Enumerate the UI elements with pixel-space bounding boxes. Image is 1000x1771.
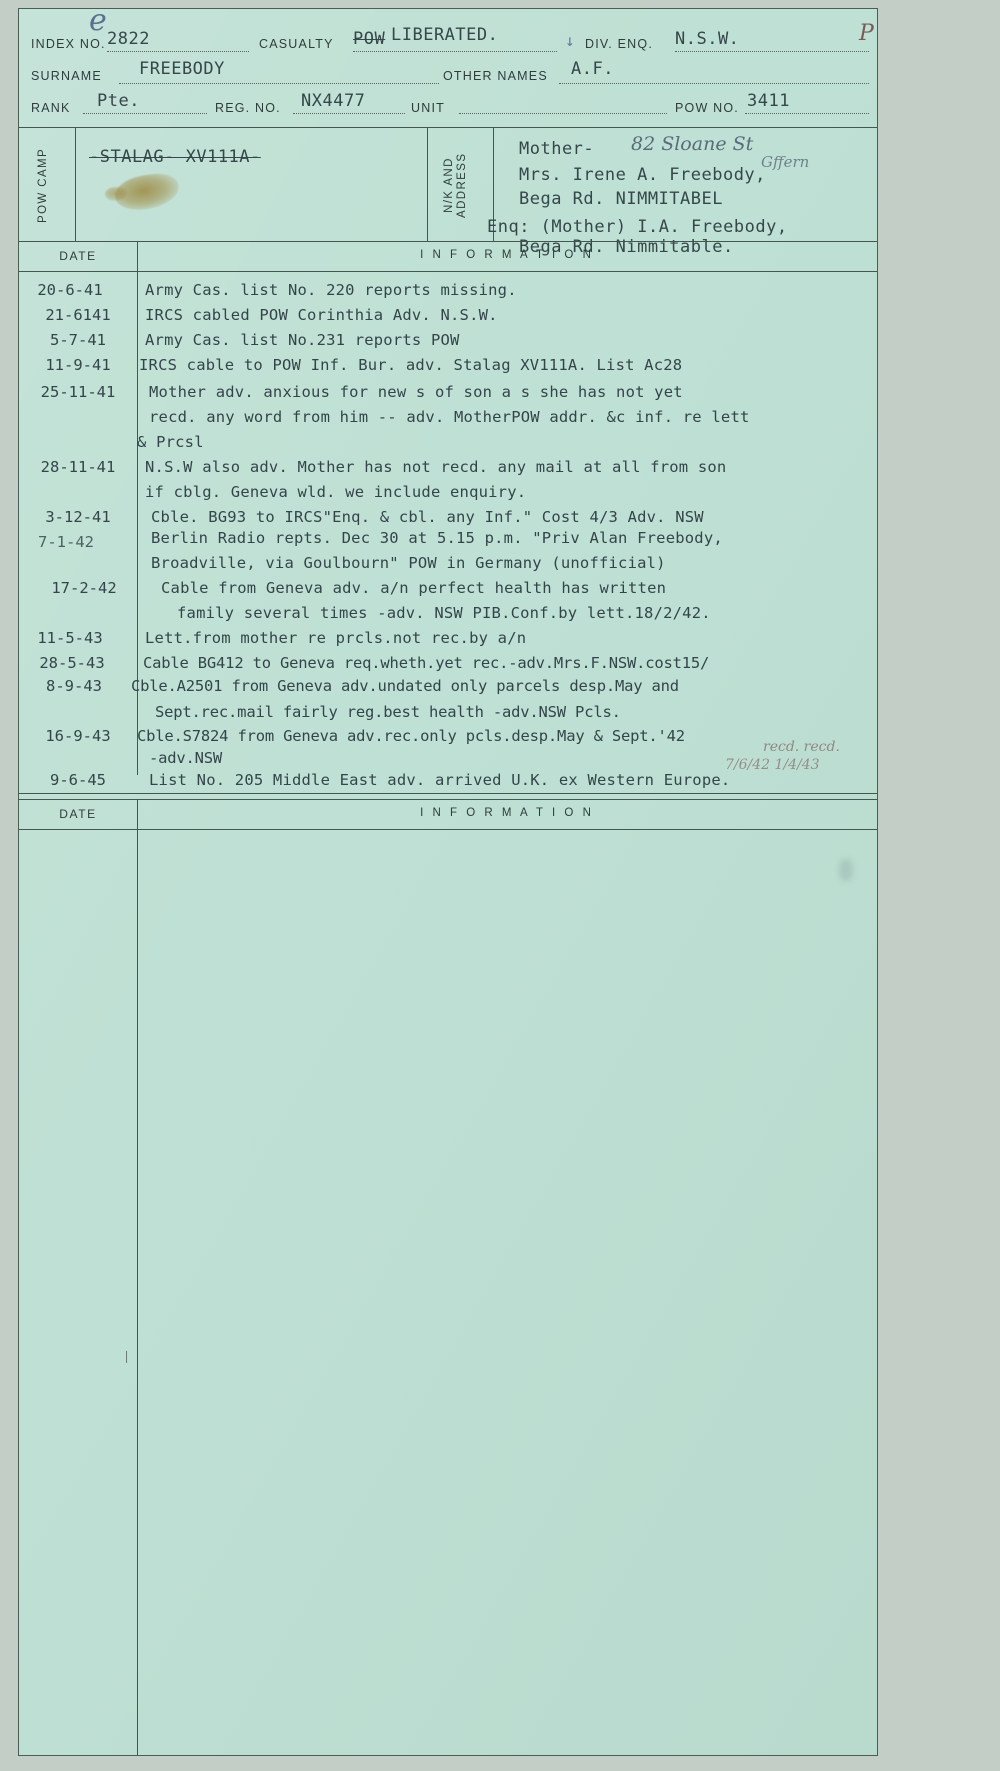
entry-text: if cblg. Geneva wld. we include enquiry.	[145, 483, 527, 501]
entry-text: Lett.from mother re prcls.not rec.by a/n	[145, 629, 527, 647]
paper-smudge	[839, 859, 853, 881]
entry-text: Sept.rec.mail fairly reg.best health -adv.NSW Pcls.	[155, 703, 621, 721]
margin-mark: P	[859, 21, 874, 46]
div-enq-rule	[675, 51, 869, 52]
pow-no-value: 3411	[747, 91, 790, 111]
pow-camp-label: POW CAMP	[37, 147, 49, 223]
index-no-value: 2822	[107, 29, 150, 49]
entry-text: -adv.NSW	[149, 749, 223, 767]
entry-date: 25-11-41	[40, 383, 116, 401]
entry-text: Cble.S7824 from Geneva adv.rec.only pcls.desp.May & Sept.'42	[137, 727, 685, 745]
casualty-label: CASUALTY	[259, 37, 334, 51]
pow-camp-value: -STALAG- XV111A-	[89, 147, 261, 167]
entry-date: 21-6141	[45, 306, 111, 324]
footer-header	[19, 807, 877, 833]
entry-date: 28-5-43	[39, 654, 105, 672]
camp-label-divider	[75, 127, 76, 241]
rank-label: RANK	[31, 101, 71, 115]
entry-date: 3-12-41	[45, 508, 111, 526]
reg-no-value: NX4477	[301, 91, 366, 111]
entry-text: Cble. BG93 to IRCS"Enq. & cbl. any Inf." Cost 4/3 Adv. NSW	[151, 508, 704, 526]
entry-text: IRCS cable to POW Inf. Bur. adv. Stalag XV111A. List Ac28	[139, 356, 683, 374]
entry-text: Broadville, via Goulbourn" POW in Germany (unofficial)	[151, 554, 666, 572]
handwritten-address: 82 Sloane St	[631, 133, 754, 155]
entry-text: Mother adv. anxious for new s of son a s she has not yet	[149, 383, 683, 401]
surname-label: SURNAME	[31, 69, 102, 83]
pow-no-label: POW NO.	[675, 101, 739, 115]
entry-text: Berlin Radio repts. Dec 30 at 5.15 p.m. "Priv Alan Freebody,	[151, 529, 723, 547]
rank-value: Pte.	[97, 91, 140, 111]
nk-label: N/K AND ADDRESS	[443, 152, 469, 218]
entry-date: 5-7-41	[50, 331, 106, 349]
casualty-value: POW	[353, 29, 386, 49]
nk-left-divider	[427, 127, 428, 241]
other-names-value: A.F.	[571, 59, 614, 79]
entry-text: family several times -adv. NSW PIB.Conf.by lett.18/2/42.	[177, 604, 711, 622]
entry-text: Army Cas. list No. 220 reports missing.	[145, 281, 517, 299]
entry-text: Army Cas. list No.231 reports POW	[145, 331, 460, 349]
index-card	[18, 3, 878, 1756]
entry-date: 28-11-41	[40, 458, 116, 476]
casualty-rule	[353, 51, 557, 52]
table-header-date: DATE	[59, 249, 97, 263]
entry-text: & Prcsl	[137, 433, 204, 451]
index-no-rule	[107, 51, 249, 52]
surname-rule	[119, 83, 439, 84]
table-top-rule	[19, 241, 877, 242]
entry-date: 11-9-41	[45, 356, 111, 374]
table-header	[19, 249, 877, 275]
nk-line-5: Bega Rd. Nimmitable.	[519, 237, 734, 257]
entry-text: Cble.A2501 from Geneva adv.undated only parcels desp.May and	[131, 677, 679, 695]
table-header-information: I N F O R M A T I O N	[420, 249, 594, 261]
footer-top-rule	[19, 799, 877, 800]
entry-text: Cable from Geneva adv. a/n perfect health has written	[161, 579, 667, 597]
handwritten-mark-e: e	[89, 3, 107, 38]
entry-date: 11-5-43	[37, 629, 103, 647]
unit-label: UNIT	[411, 101, 445, 115]
footer-header-date: DATE	[59, 807, 97, 821]
entry-text: IRCS cabled POW Corinthia Adv. N.S.W.	[145, 306, 498, 324]
div-enq-value: N.S.W.	[675, 29, 740, 49]
reg-no-rule	[293, 113, 405, 114]
casualty-value-liberated: LIBERATED.	[391, 25, 499, 45]
other-names-rule	[559, 83, 869, 84]
surname-value: FREEBODY	[139, 59, 225, 79]
other-names-label: OTHER NAMES	[443, 69, 548, 83]
entry-date: 17-2-42	[51, 579, 117, 597]
nk-line-1: Mother-	[519, 139, 595, 159]
entry-date: 20-6-41	[37, 281, 103, 299]
reg-no-label: REG. NO.	[215, 101, 281, 115]
index-no-label: INDEX NO.	[31, 37, 106, 51]
entry-text: Cable BG412 to Geneva req.wheth.yet rec.-adv.Mrs.F.NSW.cost15/	[143, 654, 710, 672]
unit-rule	[459, 113, 667, 114]
handwritten-address-2: Gffern	[761, 153, 810, 171]
handwritten-note-recd: recd. recd.	[763, 739, 840, 755]
handwritten-note-dates: 7/6/42 1/4/43	[725, 757, 820, 773]
footer-header-information: I N F O R M A T I O N	[420, 807, 594, 819]
rank-rule	[83, 113, 207, 114]
div-enq-label: DIV. ENQ.	[585, 37, 653, 51]
pencil-tick: ∣	[123, 1349, 131, 1363]
nk-line-2: Mrs. Irene A. Freebody,	[519, 165, 766, 185]
entry-date: 9-6-45	[50, 771, 106, 789]
entry-date: 7-1-42	[38, 533, 94, 551]
pow-no-rule	[745, 113, 869, 114]
entry-text: N.S.W also adv. Mother has not recd. any mail at all from son	[145, 458, 727, 476]
arrow-icon: ↓	[565, 31, 575, 50]
entry-date: 8-9-43	[46, 677, 102, 695]
entry-text: List No. 205 Middle East adv. arrived U.K. ex Western Europe.	[149, 771, 731, 789]
table-bottom-rule	[19, 793, 877, 794]
entry-text: recd. any word from him -- adv. MotherPOW addr. &c inf. re lett	[149, 408, 750, 426]
entry-date: 16-9-43	[45, 727, 111, 745]
camp-nk-block	[19, 127, 877, 241]
nk-line-3: Bega Rd. NIMMITABEL	[519, 189, 723, 209]
footer-date-column-divider	[137, 799, 138, 1756]
card-header	[19, 3, 877, 127]
nk-line-4: Enq: (Mother) I.A. Freebody,	[487, 217, 788, 237]
